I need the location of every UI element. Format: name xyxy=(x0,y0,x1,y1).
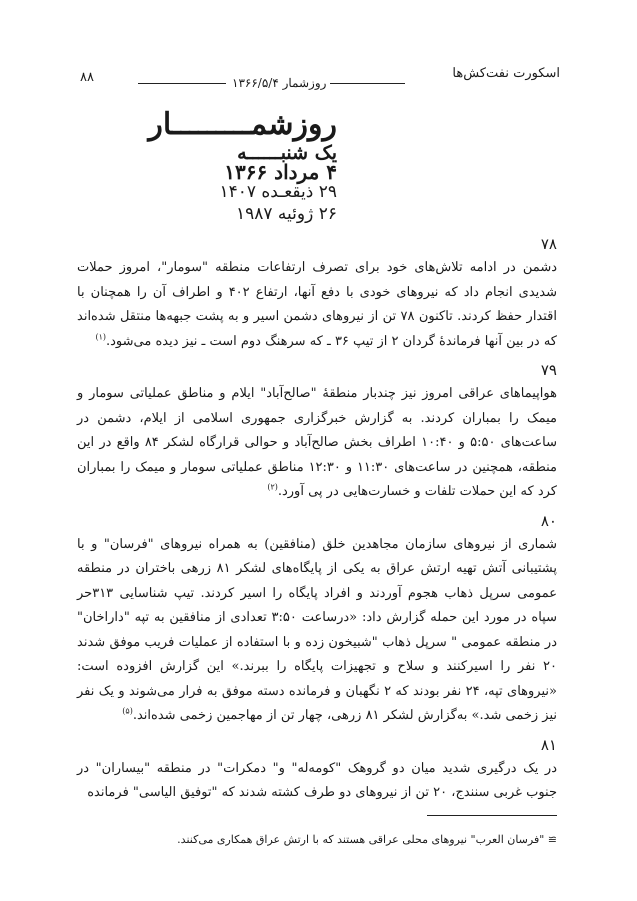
page-number: ۸۸ xyxy=(80,70,94,85)
running-date: روزشمار ۱۳۶۶/۵/۴ xyxy=(232,76,327,90)
entry-text xyxy=(77,382,557,505)
entry xyxy=(77,509,557,729)
footnote-mark: (۱) xyxy=(95,332,107,342)
entry xyxy=(77,733,557,806)
entry-number: ۷۸ xyxy=(540,235,557,253)
entry-text xyxy=(77,256,557,354)
footnote-mark: (۲) xyxy=(267,482,278,492)
entry-number: ۸۱ xyxy=(540,735,557,754)
entry-number: ۸۰ xyxy=(540,511,557,530)
entries xyxy=(77,232,557,810)
entry-text xyxy=(77,533,557,729)
chronicle-title: روزشمـــــــــار xyxy=(148,107,337,142)
book-title: اسکورت نفت‌کش‌ها xyxy=(452,66,560,81)
entry-text xyxy=(77,757,557,806)
running-header xyxy=(80,66,560,98)
weekday: یک شنبــــــه xyxy=(237,142,337,164)
header-rule-left xyxy=(138,83,226,84)
solar-date: ۴ مرداد ۱۳۶۶ xyxy=(224,160,337,184)
footnote-mark: (۵) xyxy=(122,706,133,716)
lunar-date: ۲۹ ذیقعـده ۱۴۰۷ xyxy=(219,182,337,202)
gregorian-date: ۲۶ ژوئیه ۱۹۸۷ xyxy=(236,204,337,224)
day-heading xyxy=(77,108,337,233)
footnote: ≅ "فرسان العرب" نیروهای محلی عراقی هستند که با ارتش عراق همکاری می‌کنند. xyxy=(177,833,557,846)
entry-body: در یک درگیری شدید میان دو گروهک "کومه‌له" و" دمکرات" در منطقه "بیساران" در جنوب غربی سنندج، ۲۰ تن از نیروهای دو طرف کشته شدند که "توفیق الیاسی" فرمانده xyxy=(77,760,557,800)
entry-body: شماری از نیروهای سازمان مجاهدین خلق (منافقین) به همراه نیروهای "فرسان" و با پشتیبانی آتش تهیه ارتش عراق به یکی از پایگاه‌های لشکر ۸۱ زرهی باختران در منطقه عمومی سرپل ذهاب هجوم آوردند و افراد پایگاه را اسیر کردند. تیپ شناسایی ۳۱۳حر سپاه در مورد این حمله گزارش داد: «درساعت ۳:۵۰ تعدادی از منافقین به تپه "داراخان" در منطقه عمومی " سرپل ذهاب "شبیخون زده و با استفاده از عملیات فریب موفق شدند ۲۰ نفر را اسیرکنند و سلاح و تجهیزات پایگاه را ببرند.» این گزارش افزوده است: «نیروهای تپه، ۲۴ نفر بودند که ۲ نگهبان و فرمانده دسته موفق به فرار می‌شوند و یک نفر نیز زخمی شد.» به‌گزارش لشکر ۸۱ زرهی، چهار تن از مهاجمین زخمی شده‌اند. xyxy=(77,536,558,723)
entry xyxy=(77,232,557,354)
entry-number: ۷۹ xyxy=(540,361,557,379)
footnote-rule xyxy=(427,815,557,816)
header-rule-right xyxy=(330,83,405,84)
entry-body: دشمن در ادامه تلاش‌های خود برای تصرف ارتفاعات منطقه "سومار"، امروز حملات شدیدی انجام داد که نیروهای خودی با دفع آنها، ارتفاع ۴۰۲ و اطراف آن را همچنان با اقتدار حفظ کردند. تاکنون ۷۸ تن از نیروهای دشمن اسیر و به پشت جبهه‌ها منتقل شده‌اند که در بین آنها فرماندهٔ گردان ۲ از تیپ ۳۶ ـ که سرهنگ دوم است ـ نیز دیده می‌شود. xyxy=(77,260,558,349)
entry xyxy=(77,358,557,505)
entry-body: هواپیماهای عراقی امروز نیز چندبار منطقهٔ "صالح‌آباد" ایلام و مناطق عملیاتی سومار و میمک را بمباران کردند. به گزارش خبرگزاری جمهوری اسلامی از ایلام، دشمن در ساعت‌های ۵:۵۰ و ۱۰:۴۰ اطراف بخش صالح‌آباد و حوالی قرارگاه لشکر ۸۴ واقع در این منطقه، همچنین در ساعت‌های ۱۱:۳۰ و ۱۲:۳۰ مناطق عملیاتی سومار و میمک را بمباران کرد که این حملات تلفات و خسارت‌هایی در پی آورد. xyxy=(77,386,558,499)
